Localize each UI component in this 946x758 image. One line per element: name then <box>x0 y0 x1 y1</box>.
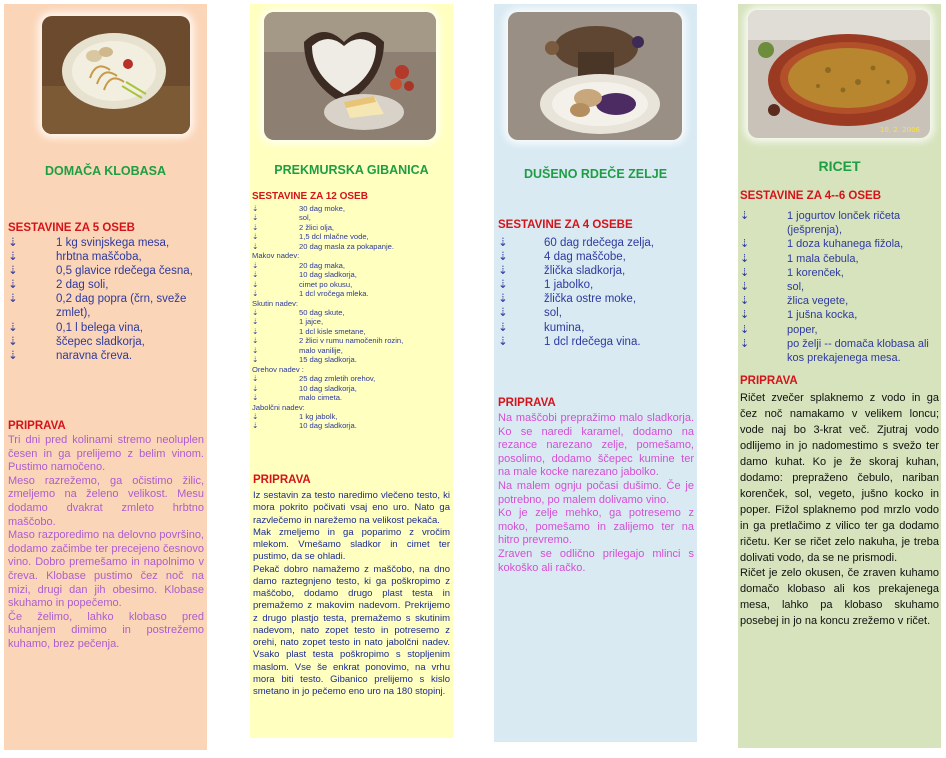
list-item: ⇣ naravna čreva. <box>8 349 133 362</box>
filling-heading: Makov nadev: <box>252 251 300 261</box>
method-paragraph: Če želimo, lahko klobaso pred kuhanjem dimimo in postrežemo kuhamo, brez pečenja. <box>8 610 204 650</box>
method-paragraph: Na maščobi prepražimo malo sladkorja. Ko se naredi karamel, dodamo na rezance narezano zelje, pomešamo, posolimo, dodamo ščepec kumine ter na male kocke narezano jabolko. <box>498 412 694 479</box>
recipe-card-ricet <box>738 4 941 748</box>
list-item: ⇣ kumina, <box>498 321 585 334</box>
list-item: ⇣ ščepec sladkorja, <box>8 335 145 348</box>
method-heading: PRIPRAVA <box>498 397 556 409</box>
method-text <box>498 412 694 575</box>
list-item: ⇣ sol, <box>498 307 562 320</box>
recipe-title: PREKMURSKA GIBANICA <box>274 163 429 177</box>
filling-heading: Orehov nadev : <box>252 364 304 374</box>
list-item: ⇣ hrbtna maščoba, <box>8 251 142 264</box>
method-paragraph: Ričet je zelo okusen, če zraven kuhamo domačo klobaso ali kos prekajenega mesa, lahko pa klobaso skuhamo posebej in jo na koncu zrežemo v ričet. <box>740 567 939 628</box>
method-paragraph: Iz sestavin za testo naredimo vlečeno testo, ki mora pokrito počivati vsaj eno uro. Nato ga razvlečemo in narežemo na velikost pekača. <box>253 490 450 526</box>
filling-heading: Skutin nadev: <box>252 298 299 308</box>
list-item: ⇣ 60 dag rdečega zelja, <box>498 237 654 249</box>
list-item: ⇣ 1 dcl rdečega vina. <box>498 335 641 348</box>
list-item: ⇣ 50 dag skute, <box>252 307 345 317</box>
list-item: ⇣ 1 korenček, <box>740 266 844 279</box>
recipe-title: DOMAČA KLOBASA <box>44 164 167 178</box>
method-paragraph: Ko je zelje mehko, ga potresemo z moko, pomešamo in zalijemo ter na hitro prevremo. <box>498 507 694 547</box>
list-item: ⇣ sol, <box>740 281 805 294</box>
list-item: ⇣ cimet po okusu, <box>252 279 353 289</box>
method-text <box>253 490 450 698</box>
method-heading: PRIPRAVA <box>8 420 66 432</box>
list-item: ⇣ 20 dag maka, <box>252 260 346 270</box>
list-item: ⇣ 1 doza kuhanega fižola, <box>740 238 904 251</box>
list-item: ⇣ 1 dcl kisle smetane, <box>252 326 366 336</box>
ricet-pot-photo <box>748 10 930 138</box>
list-item: ⇣ 25 dag zmletih orehov, <box>252 374 376 384</box>
recipe-title: RICET <box>818 158 861 174</box>
method-heading: PRIPRAVA <box>253 474 311 486</box>
ingredients-heading: SESTAVINE ZA 4--6 OSEB <box>740 190 882 202</box>
list-item: ⇣ 1 jušna kocka, <box>740 309 858 322</box>
method-paragraph: Tri dni pred kolinami stremo neoluplen česen in ga prelijemo z belim vinom. Pustimo namočeno. <box>8 434 204 474</box>
method-heading: PRIPRAVA <box>740 375 798 387</box>
list-item: ⇣ 1 mala čebula, <box>740 252 859 265</box>
method-paragraph: Ričet zvečer splaknemo z vodo in ga čez noč namakamo v velikem loncu; vode naj bo 3-krat več. Zjutraj vodo odlijemo in jo nadomestimo s svežo ter damo kuhat. Ko je že skoraj kuhan, dodamo: prepraženo čebulo, nariban korenček, sol, vegeto, jušno kocko in poper. Fižol splaknemo pod mrzlo vodo in ga pretlačimo z vilico ter ga dodamo ričetu. Ker se ričet zelo nakuha, je treba dolivati vodo, da se ne prismodi. <box>740 392 939 564</box>
recipe-card-domaca-klobasa <box>4 4 207 750</box>
ingredient-list <box>498 236 694 349</box>
list-item: ⇣ žlica vegete, <box>740 295 849 308</box>
list-item: ⇣ malo vanilije, <box>252 345 343 355</box>
ingredient-list <box>8 236 204 363</box>
list-item: ⇣ 1,5 dcl mlačne vode, <box>252 232 369 242</box>
list-item: ⇣ 20 dag masla za pokapanje. <box>252 241 394 251</box>
list-item: ⇣ 1 jabolko, <box>498 279 594 292</box>
recipe-title: DUŠENO RDEČE ZELJE <box>523 167 668 181</box>
ingredients-heading: SESTAVINE ZA 12 OSEB <box>252 191 368 202</box>
recipe-card-prekmurska-gibanica <box>250 4 453 738</box>
list-item: ⇣ 10 dag sladkorja, <box>252 383 357 393</box>
list-item: ⇣ 1 jajce, <box>252 317 324 327</box>
list-item: ⇣ 0,5 glavice rdečega česna, <box>8 265 193 278</box>
list-item: ⇣ 2 dag soli, <box>8 279 109 292</box>
method-text <box>740 391 939 630</box>
list-item: ⇣ malo cimeta. <box>252 393 343 403</box>
list-item: ⇣ 4 dag maščobe, <box>498 251 626 264</box>
ingredient-list <box>252 204 451 431</box>
list-item: ⇣ 10 dag sladkorja. <box>252 421 357 431</box>
list-item: ⇣ 1 dcl vročega mleka. <box>252 289 369 299</box>
method-paragraph: Pekač dobro namažemo z maščobo, na dno damo raztegnjeno testo, ki ga poškropimo z maščobo, dodamo drugo plast testa in premažemo z makovim nadevom. Prekrijemo z drugo plastjo testa, premažemo s skutinim nadevom, nato zopet testo in potresemo z orehi, nato zopet testo in nato jabolčni nadev. Vsako plast testa poškropimo s stopljenim maslom. Vse še enkrat ponovimo, na vrhu mora biti testo. Gibanico prelijemo s kislo smetano in jo pečemo eno uro na 180 stopinj. <box>253 563 450 697</box>
list-item: ⇣ 2 žlici v rumu namočenih rozin, <box>252 336 404 346</box>
method-paragraph: Na malem ognju počasi dušimo. Če je potrebno, po malem dolivamo vino. <box>498 479 694 506</box>
list-item: ⇣ žlička sladkorja, <box>498 265 626 278</box>
method-paragraph: Meso razrežemo, ga očistimo žilic, zmeljemo na želeno velikost. Mesu dodamo dvakrat zmleto hrbtno maščobo. <box>8 474 204 528</box>
list-item: ⇣ poper, <box>740 323 818 336</box>
list-item: ⇣ 10 dag sladkorja, <box>252 270 357 280</box>
list-item: ⇣ žlička ostre moke, <box>498 293 637 306</box>
method-paragraph: Maso razporedimo na delovno površino, dodamo začimbe ter precejeno česnovo vino. Dobro premešamo in napolnimo v čreva. Klobase pustimo čez noč na mizi, drugi dan jih obesimo. Klobase skuhamo in popečemo. <box>8 529 204 610</box>
list-item: ⇣ 1 kg jabolk, <box>252 411 338 421</box>
list-item: ⇣ 0,2 dag popra (črn, sveže zmlet), <box>8 293 187 320</box>
method-paragraph: Mak zmeljemo in ga poparimo z vročim mlekom. Vmešamo sladkor in cimet ter pustimo, da se ohladi. <box>253 526 450 563</box>
list-item: ⇣ po želji -- domača klobasa ali kos prekajenega mesa. <box>740 337 929 365</box>
method-text <box>8 434 204 652</box>
list-item: ⇣ 2 žlici olja, <box>252 222 335 232</box>
list-item: ⇣ sol, <box>252 213 311 223</box>
list-item: ⇣ 15 dag sladkorja. <box>252 355 357 365</box>
list-item: ⇣ 30 dag moke, <box>252 204 346 213</box>
filling-heading: Jabolčni nadev: <box>252 402 305 412</box>
ingredient-list <box>740 209 939 365</box>
list-item: ⇣ 1 kg svinjskega mesa, <box>8 237 170 249</box>
list-item: ⇣ 0,1 l belega vina, <box>8 321 143 334</box>
gibanica-photo <box>264 12 436 140</box>
sausage-dish-photo <box>42 16 190 134</box>
method-paragraph: Zraven se odlično prilegajo mlinci s kokoško ali račko. <box>498 547 694 574</box>
red-cabbage-photo <box>508 12 682 140</box>
list-item: ⇣ 1 jogurtov lonček ričeta (ješprenja), <box>740 210 901 237</box>
ingredients-heading: SESTAVINE ZA 4 OSEBE <box>498 219 633 231</box>
ingredients-heading: SESTAVINE ZA 5 OSEB <box>8 222 135 234</box>
photo-date-stamp: 10. 2. 2006 <box>879 126 920 134</box>
recipe-card-duseno-rdece-zelje <box>494 4 697 742</box>
